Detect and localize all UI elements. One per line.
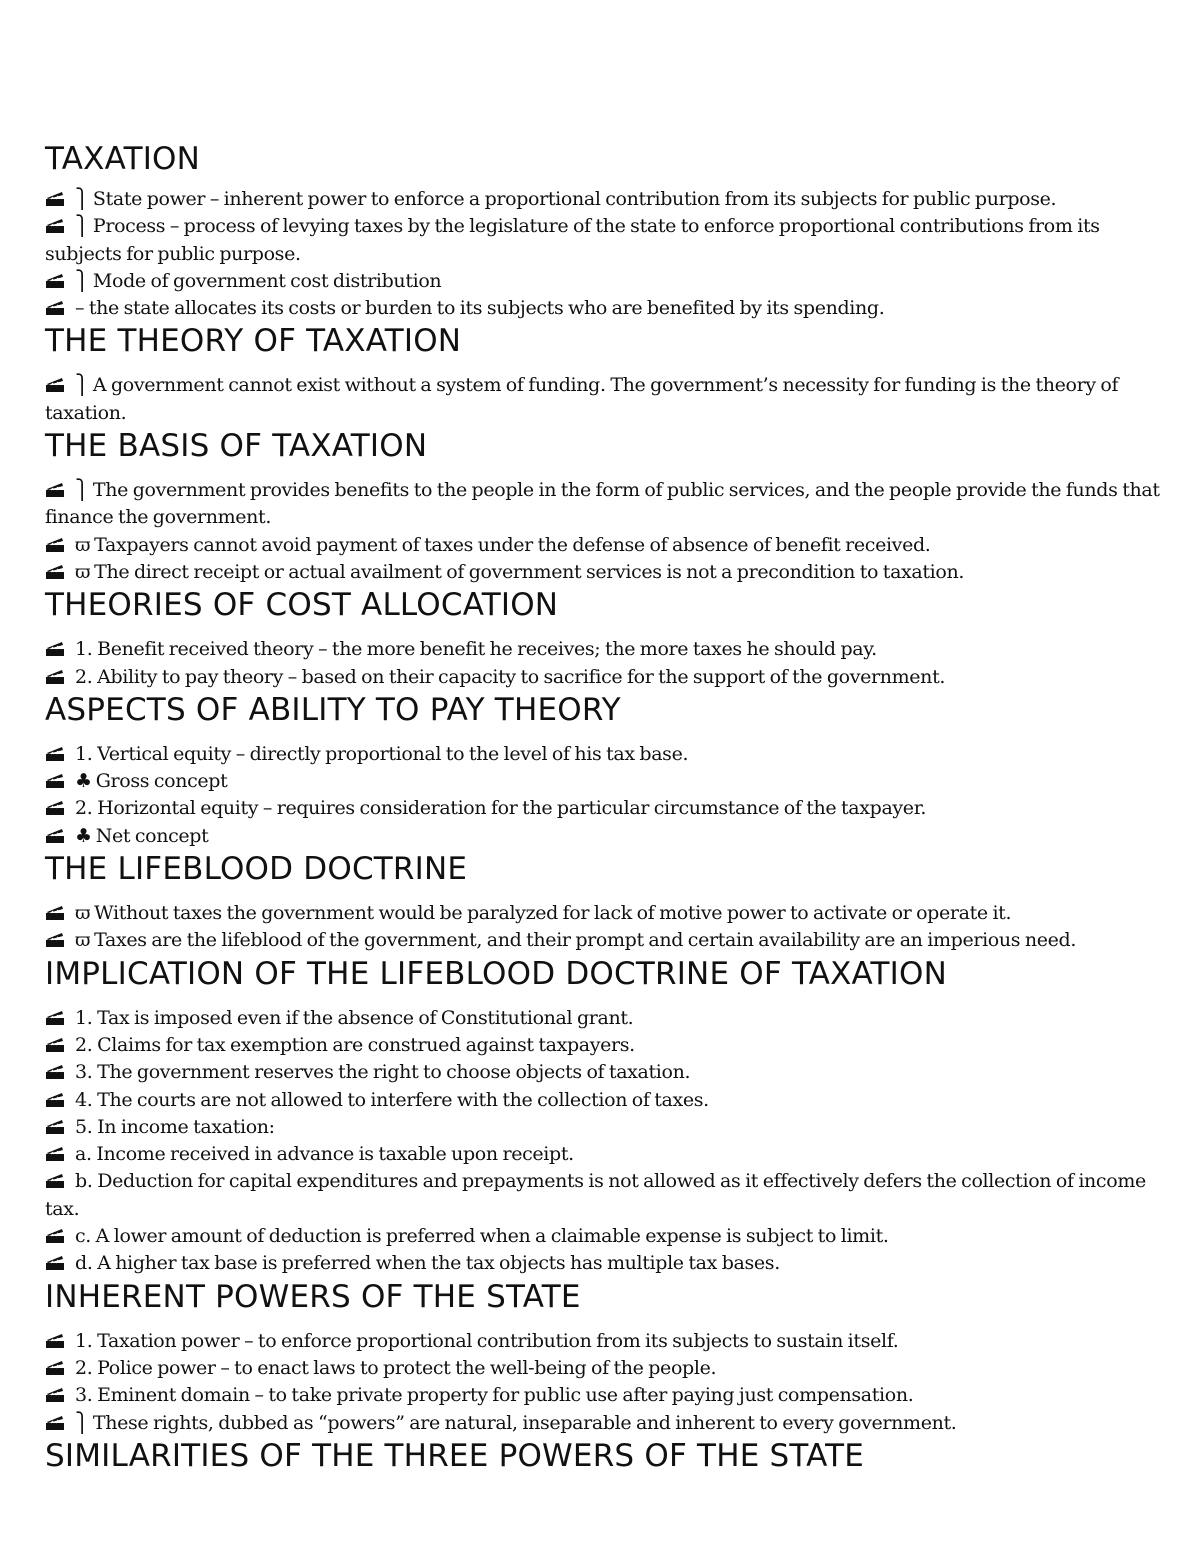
section-heading: ASPECTS OF ABILITY TO PAY THEORY [45, 691, 621, 728]
item-text: b. Deduction for capital expenditures and prepayments is not allowed as it effectively defers the collection of income tax. [45, 1170, 1146, 1220]
list-item [45, 636, 1160, 663]
clapper-bullet-icon [45, 1357, 65, 1373]
item-text: The government provides benefits to the people in the form of public services, and the people provide the funds that finance the government. [45, 479, 1160, 529]
item-text: a. Income received in advance is taxable upon receipt. [75, 1143, 574, 1166]
item-text: 3. Eminent domain – to take private property for public use after paying just compensation. [75, 1384, 914, 1407]
clapper-bullet-icon [45, 1089, 65, 1105]
clapper-bullet-icon [45, 215, 65, 231]
clapper-bullet-icon [45, 825, 65, 841]
clapper-bullet-icon [45, 1412, 65, 1428]
clapper-bullet-icon [45, 1170, 65, 1186]
list-item [45, 741, 1160, 768]
clapper-bullet-icon [45, 1252, 65, 1268]
section-items [45, 1328, 1160, 1437]
clapper-bullet-icon [45, 1330, 65, 1346]
item-marker: ⎫ [75, 374, 89, 397]
item-marker: ⎫ [75, 269, 89, 292]
section-heading: SIMILARITIES OF THE THREE POWERS OF THE STATE [45, 1437, 865, 1474]
document-body [45, 140, 1160, 1487]
item-marker: ϖ [75, 533, 91, 556]
item-text: 2. Ability to pay theory – based on their capacity to sacrifice for the support of the government. [75, 665, 946, 688]
clapper-bullet-icon [45, 479, 65, 495]
item-text: Taxes are the lifeblood of the government, and their prompt and certain availability are an imperious need. [94, 929, 1077, 952]
list-item [45, 1223, 1160, 1250]
list-item [45, 1141, 1160, 1168]
section-heading: THE BASIS OF TAXATION [45, 428, 428, 465]
list-item [45, 1168, 1160, 1223]
item-text: Gross concept [95, 770, 228, 793]
item-marker: ϖ [75, 929, 91, 952]
section-heading: INHERENT POWERS OF THE STATE [45, 1278, 581, 1315]
clapper-bullet-icon [45, 1007, 65, 1023]
list-item [45, 1032, 1160, 1059]
item-text: 1. Tax is imposed even if the absence of Constitutional grant. [75, 1006, 634, 1029]
list-item [45, 295, 1160, 322]
item-text: d. A higher tax base is preferred when the tax objects has multiple tax bases. [75, 1252, 780, 1275]
item-text: 1. Vertical equity – directly proportional to the level of his tax base. [75, 742, 689, 765]
clapper-bullet-icon [45, 1061, 65, 1077]
list-item [45, 1114, 1160, 1141]
clapper-bullet-icon [45, 902, 65, 918]
list-item [45, 768, 1160, 795]
clapper-bullet-icon [45, 188, 65, 204]
item-text: Net concept [95, 824, 209, 847]
clapper-bullet-icon [45, 1034, 65, 1050]
section-heading: THE THEORY OF TAXATION [45, 323, 462, 360]
item-text: 3. The government reserves the right to choose objects of taxation. [75, 1061, 691, 1084]
section-heading: IMPLICATION OF THE LIFEBLOOD DOCTRINE OF TAXATION [45, 955, 948, 992]
list-item [45, 1382, 1160, 1409]
item-marker: ϖ [75, 560, 91, 583]
section-items [45, 900, 1160, 955]
clapper-bullet-icon [45, 534, 65, 550]
item-text: 2. Police power – to enact laws to protect the well-being of the people. [75, 1356, 717, 1379]
item-marker: ⎫ [75, 479, 89, 502]
item-text: 1. Benefit received theory – the more benefit he receives; the more taxes he should pay. [75, 638, 877, 661]
item-marker: ⎫ [75, 188, 89, 210]
item-text: Mode of government cost distribution [92, 269, 442, 292]
item-text: 2. Horizontal equity – requires consideration for the particular circumstance of the taxpayer. [75, 797, 927, 820]
item-text: 5. In income taxation: [75, 1115, 275, 1138]
list-item [45, 1355, 1160, 1382]
item-text: – the state allocates its costs or burden to its subjects who are benefited by its spending. [75, 297, 885, 320]
item-text: State power – inherent power to enforce a proportional contribution from its subjects for public purpose. [92, 188, 1057, 210]
item-text: Process – process of levying taxes by the legislature of the state to enforce proportional contributions from its subjects for public purpose. [45, 215, 1100, 265]
section-heading: THEORIES OF COST ALLOCATION [45, 587, 559, 624]
list-item [45, 532, 1160, 559]
clapper-bullet-icon [45, 638, 65, 654]
list-item [45, 927, 1160, 954]
section-items [45, 741, 1160, 850]
item-text: A government cannot exist without a system of funding. The government’s necessity for funding is the theory of taxation. [45, 374, 1119, 424]
list-item [45, 186, 1160, 213]
list-item [45, 559, 1160, 586]
list-item [45, 795, 1160, 822]
item-text: 2. Claims for tax exemption are construed against taxpayers. [75, 1033, 635, 1056]
clapper-bullet-icon [45, 561, 65, 577]
clapper-bullet-icon [45, 297, 65, 313]
list-item [45, 1059, 1160, 1086]
list-item [45, 823, 1160, 850]
item-marker: ⎫ [75, 1411, 89, 1434]
clapper-bullet-icon [45, 743, 65, 759]
list-item [45, 213, 1160, 268]
list-item [45, 664, 1160, 691]
item-text: 4. The courts are not allowed to interfere with the collection of taxes. [75, 1088, 709, 1111]
section-items [45, 186, 1160, 322]
list-item [45, 268, 1160, 295]
clapper-bullet-icon [45, 1384, 65, 1400]
item-marker: ⎫ [75, 215, 89, 238]
clapper-bullet-icon [45, 1116, 65, 1132]
list-item [45, 900, 1160, 927]
section-heading: THE LIFEBLOOD DOCTRINE [45, 851, 468, 888]
section-items [45, 477, 1160, 586]
item-text: Without taxes the government would be paralyzed for lack of motive power to activate or operate it. [94, 902, 1012, 925]
clapper-bullet-icon [45, 270, 65, 286]
clapper-bullet-icon [45, 797, 65, 813]
list-item [45, 477, 1160, 532]
item-text: The direct receipt or actual availment of government services is not a precondition to taxation. [94, 560, 965, 583]
list-item [45, 1087, 1160, 1114]
item-text: 1. Taxation power – to enforce proportional contribution from its subjects to sustain itself. [75, 1329, 899, 1352]
list-item [45, 1328, 1160, 1355]
item-text: These rights, dubbed as “powers” are natural, inseparable and inherent to every government. [92, 1411, 957, 1434]
item-marker: ♣ [75, 770, 92, 793]
clapper-bullet-icon [45, 770, 65, 786]
clapper-bullet-icon [45, 929, 65, 945]
item-marker: ϖ [75, 902, 91, 925]
clapper-bullet-icon [45, 1143, 65, 1159]
section-items [45, 1005, 1160, 1278]
list-item [45, 372, 1160, 427]
item-marker: ♣ [75, 824, 92, 847]
clapper-bullet-icon [45, 666, 65, 682]
item-text: c. A lower amount of deduction is preferred when a claimable expense is subject to limit. [75, 1225, 889, 1248]
clapper-bullet-icon [45, 1225, 65, 1241]
list-item [45, 1005, 1160, 1032]
section-items [45, 636, 1160, 691]
list-item [45, 1250, 1160, 1277]
section-heading: TAXATION [45, 141, 201, 177]
list-item [45, 1410, 1160, 1437]
clapper-bullet-icon [45, 374, 65, 390]
section-items [45, 372, 1160, 427]
item-text: Taxpayers cannot avoid payment of taxes under the defense of absence of benefit received. [94, 533, 931, 556]
